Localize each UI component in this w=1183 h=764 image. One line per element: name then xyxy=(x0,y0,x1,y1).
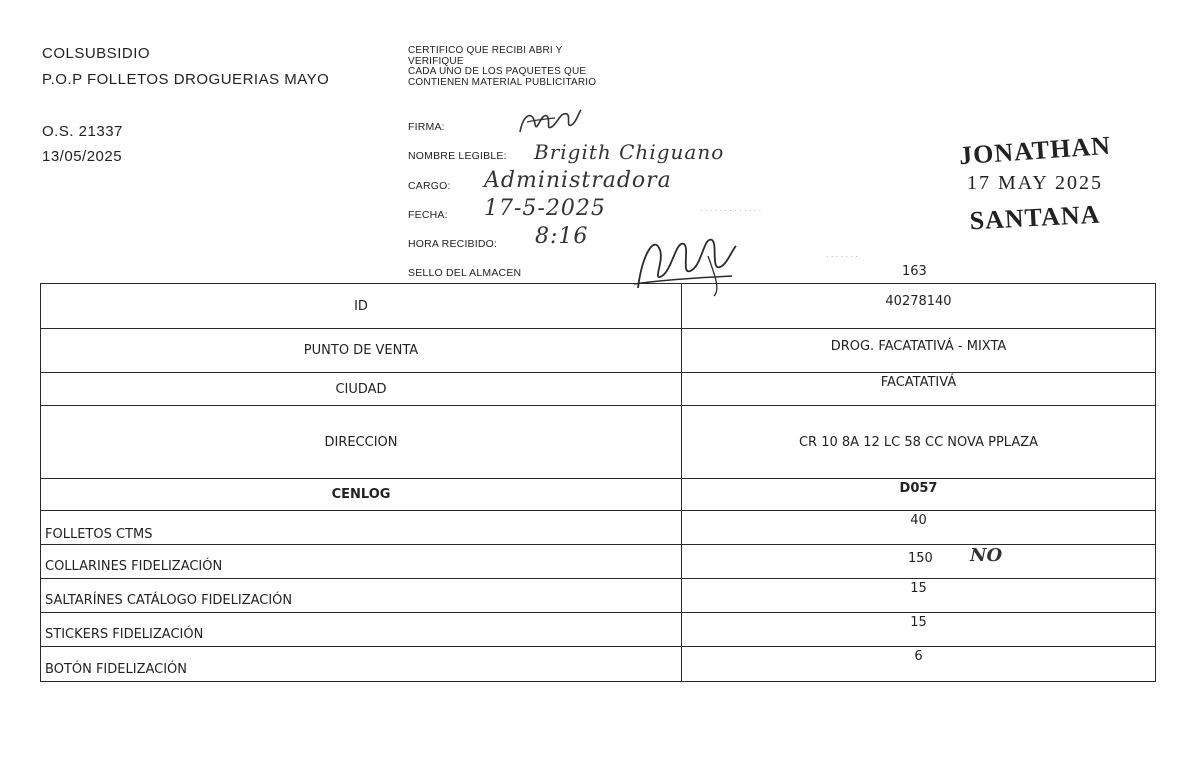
cargo-handwritten: Administradora xyxy=(484,168,672,193)
row-label: CENLOG xyxy=(41,479,682,511)
item-quantity: 150 xyxy=(908,551,933,566)
row-label: ID xyxy=(41,284,682,329)
receiver-stamp xyxy=(940,130,1130,236)
table-row xyxy=(41,406,1156,479)
certificate-line: VERIFIQUE xyxy=(408,55,464,67)
item-quantity: 40 xyxy=(682,511,1156,545)
scan-noise: · · · · · · · · · · · · · xyxy=(700,206,762,215)
certificate-text xyxy=(408,46,596,88)
item-label: COLLARINES FIDELIZACIÓN xyxy=(41,545,682,579)
item-quantity: 15 xyxy=(682,613,1156,647)
row-value: D057 xyxy=(682,479,1156,511)
certificate-line: CERTIFICO QUE RECIBI ABRI Y xyxy=(408,45,563,56)
item-row xyxy=(41,545,1156,579)
item-quantity: 15 xyxy=(682,579,1156,613)
nombre-handwritten: Brigith Chiguano xyxy=(534,140,725,164)
fecha-label: FECHA: xyxy=(408,209,448,221)
order-number: O.S. 21337 xyxy=(42,123,123,140)
item-quantity-cell xyxy=(682,545,1156,579)
stamp-last-name: SANTANA xyxy=(968,199,1102,236)
item-row xyxy=(41,511,1156,545)
company-name: COLSUBSIDIO xyxy=(42,45,151,62)
hora-handwritten: 8:16 xyxy=(535,224,589,249)
certificate-line: CONTIENEN MATERIAL PUBLICITARIO xyxy=(408,76,597,88)
row-value: CR 10 8A 12 LC 58 CC NOVA PPLAZA xyxy=(682,406,1156,479)
item-row xyxy=(41,579,1156,613)
table-row xyxy=(41,373,1156,406)
scan-noise: · · · · · · · xyxy=(826,252,858,261)
item-row xyxy=(41,613,1156,647)
delivery-table xyxy=(40,283,1156,682)
row-label: DIRECCION xyxy=(41,406,682,479)
item-label: FOLLETOS CTMS xyxy=(41,511,682,545)
campaign-title: P.O.P FOLLETOS DROGUERIAS MAYO xyxy=(42,71,330,88)
signature-image xyxy=(515,104,585,140)
stamp-first-name: JONATHAN xyxy=(958,130,1112,171)
nombre-label: NOMBRE LEGIBLE: xyxy=(408,150,507,162)
store-number: 163 xyxy=(902,264,927,279)
row-value: DROG. FACATATIVÁ - MIXTA xyxy=(682,329,1156,373)
table-row xyxy=(41,329,1156,373)
handwritten-note: NO xyxy=(970,545,1003,566)
row-label: PUNTO DE VENTA xyxy=(41,329,682,373)
row-value: 40278140 xyxy=(682,284,1156,329)
item-label: STICKERS FIDELIZACIÓN xyxy=(41,613,682,647)
cargo-label: CARGO: xyxy=(408,180,451,192)
order-date: 13/05/2025 xyxy=(42,148,123,165)
certificate-line: CADA UNO DE LOS PAQUETES QUE xyxy=(408,66,587,77)
stamp-date: 17 MAY 2025 xyxy=(966,172,1104,194)
item-row xyxy=(41,647,1156,682)
item-label: SALTARÍNES CATÁLOGO FIDELIZACIÓN xyxy=(41,579,682,613)
table-row xyxy=(41,284,1156,329)
fecha-handwritten: 17-5-2025 xyxy=(484,196,606,221)
sello-label: SELLO DEL ALMACEN xyxy=(408,267,522,279)
hora-label: HORA RECIBIDO: xyxy=(408,238,498,250)
item-quantity: 6 xyxy=(682,647,1156,682)
item-label: BOTÓN FIDELIZACIÓN xyxy=(41,647,682,682)
firma-label: FIRMA: xyxy=(408,121,445,133)
row-value: FACATATIVÁ xyxy=(682,373,1156,406)
table-row xyxy=(41,479,1156,511)
row-label: CIUDAD xyxy=(41,373,682,406)
